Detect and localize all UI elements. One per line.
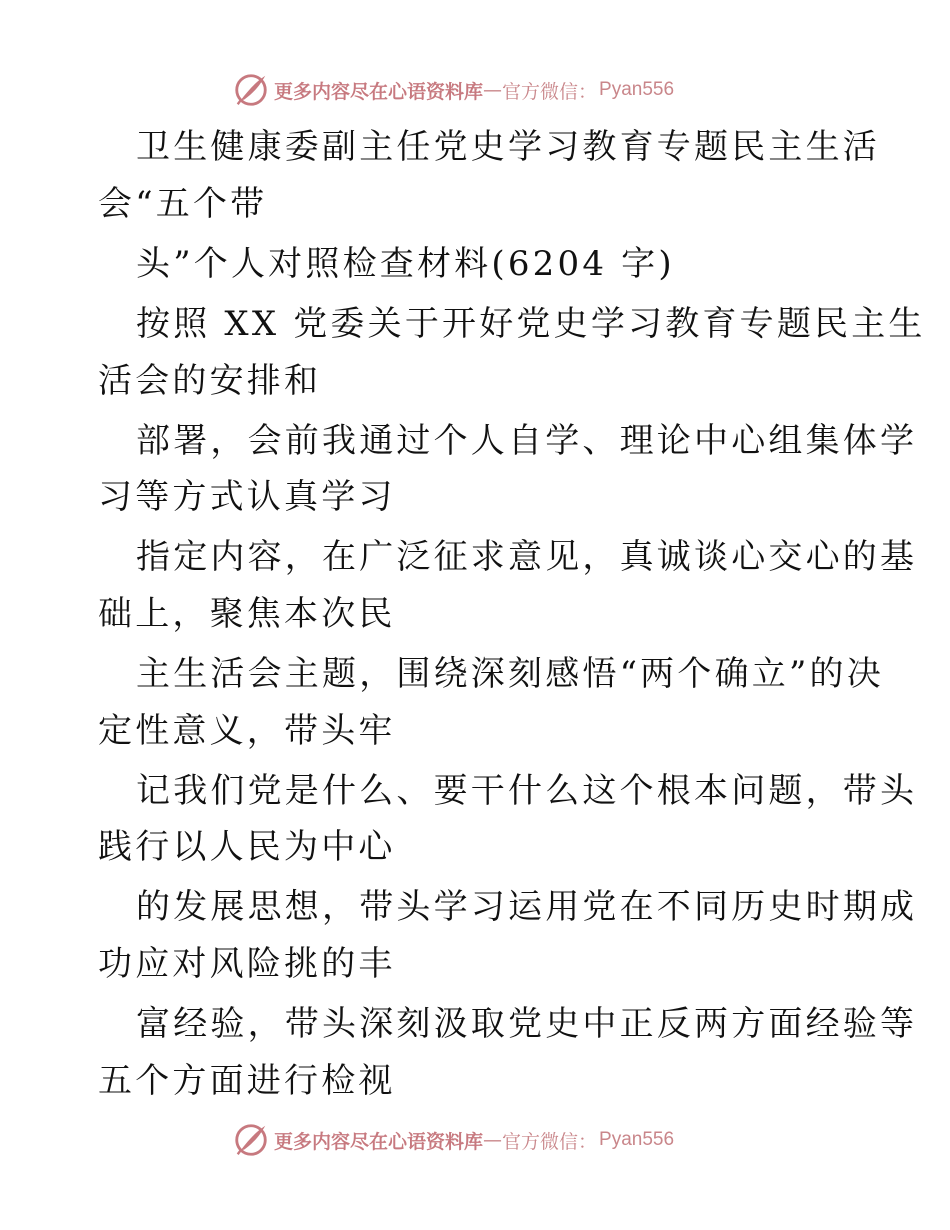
text-line: 指定内容，在广泛征求意见，真诚谈心交心的基 xyxy=(136,537,918,577)
text-line: 五个方面进行检视 xyxy=(98,1061,396,1101)
quill-logo-icon xyxy=(232,71,270,109)
text-line: 活会的安排和 xyxy=(98,361,322,401)
text-line: 习等方式认真学习 xyxy=(98,477,396,517)
text-line: 定性意义，带头牢 xyxy=(98,711,396,751)
watermark-separator: — xyxy=(483,1129,503,1151)
watermark-wechat-id: Pyan556 xyxy=(599,79,675,100)
text-line: 卫生健康委副主任党史学习教育专题民主生活 xyxy=(136,127,880,167)
text-line: 记我们党是什么、要干什么这个根本问题，带头 xyxy=(136,771,918,811)
watermark-wechat-id: Pyan556 xyxy=(599,1129,675,1150)
footer-watermark xyxy=(232,1120,674,1160)
text-line: 践行以人民为中心 xyxy=(98,827,396,867)
text-line: 功应对风险挑的丰 xyxy=(98,944,396,984)
text-line: 部署，会前我通过个人自学、理论中心组集体学 xyxy=(136,421,918,461)
watermark-separator: — xyxy=(483,79,503,101)
text-line: 主生活会主题，围绕深刻感悟“两个确立”的决 xyxy=(136,654,884,694)
text-line: 按照 XX 党委关于开好党史学习教育专题民主生 xyxy=(136,304,926,344)
watermark-site-name: 更多内容尽在心语资料库 xyxy=(274,1130,484,1153)
text-line: 础上，聚焦本次民 xyxy=(98,594,396,634)
text-line: 会“五个带 xyxy=(98,184,268,224)
watermark-site-name: 更多内容尽在心语资料库 xyxy=(274,80,484,103)
text-line: 的发展思想，带头学习运用党在不同历史时期成 xyxy=(136,887,918,927)
text-line: 头”个人对照检查材料(6204 字) xyxy=(136,244,675,284)
watermark-wechat-label: 官方微信： xyxy=(502,80,598,103)
watermark-wechat-label: 官方微信： xyxy=(502,1130,598,1153)
text-line: 富经验，带头深刻汲取党史中正反两方面经验等 xyxy=(136,1004,918,1044)
quill-logo-icon xyxy=(232,1121,270,1159)
header-watermark xyxy=(232,70,674,110)
